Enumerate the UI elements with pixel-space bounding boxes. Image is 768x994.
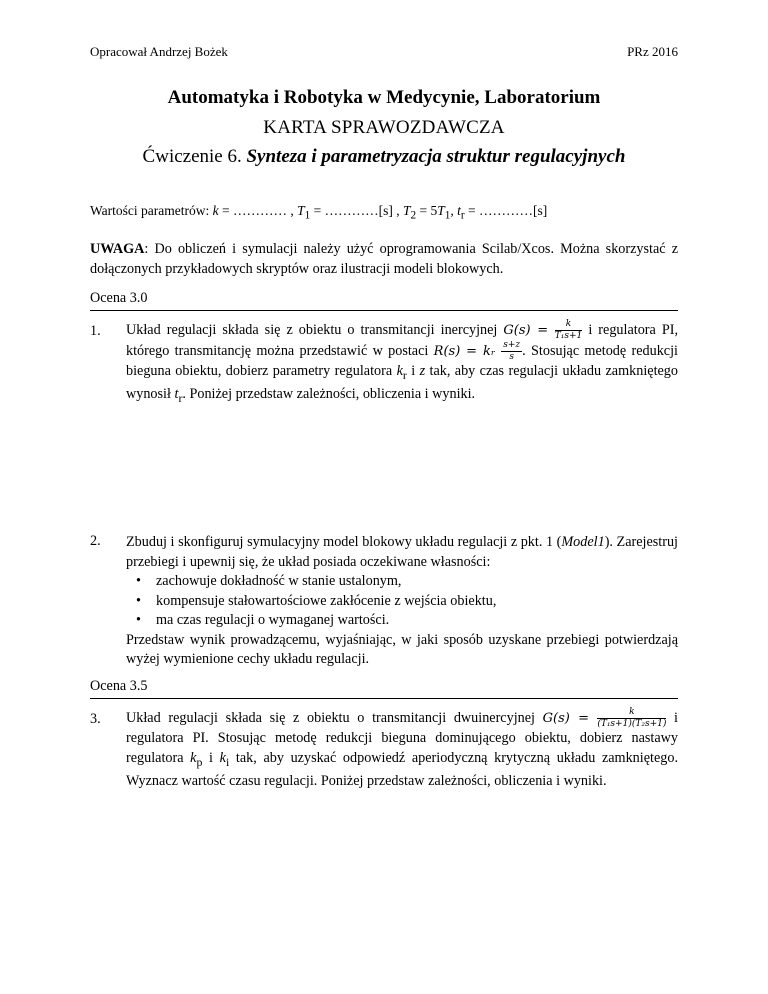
task-3-G-fraction [597,708,666,729]
task-1-kr-sub: r [402,367,407,382]
param-T1b: T [437,203,445,218]
task-2-model-name: Model1 [561,534,605,550]
task-3-G-denominator: (T₁s+1)(T₂s+1) [597,719,667,729]
section-divider [90,310,678,311]
task-3-kp: k [190,749,197,766]
task-1-answer-area[interactable] [90,410,678,520]
task-2-part3: Przedstaw wynik prowadzącemu, wyjaśniając, w jaki sposób uzyskane przebiegi potwierdzają wyżej wymienione cechy układu regulacji. [126,631,678,667]
param-tr-sub: r [460,209,465,222]
task-3-part2: i regulatora PI. Stosując metodę redukcji bieguna dominującego obiektu, dobierz nastawy regulatora [126,709,678,766]
task-2-part2: ). Zarejestruj przebiegi i upewnij się, że układ posiada oczekiwane własności: [126,534,678,570]
param-T2-eq: = 5 [416,203,438,218]
section-grade-3-5: Ocena 3.5 [90,678,148,694]
task-3-ki: k [219,749,226,766]
task-3-part3: i [202,749,220,766]
task-2-number: 2. [90,533,101,549]
task-2-requirements-list [126,572,678,631]
section-divider [90,698,678,699]
list-item: • ma czas regulacji o wymaganej wartości. [126,611,678,631]
list-item: • zachowuje dokładność w stanie ustalonym, [126,572,678,592]
param-k: k [212,203,219,218]
task-1-kr: k [396,363,403,379]
task-1-part4: i [406,363,420,379]
task-1-part1: Układ regulacji składa się z obiektu o transmitancji inercyjnej [126,321,504,338]
task-1-G: G(s) = [503,322,555,338]
note-label: UWAGA [90,241,145,257]
list-item: • kompensuje stałowartościowe zakłócenie z wejścia obiektu, [126,592,678,612]
task-1-part5: tak, aby czas regulacji układu zamkniętego wynosił [126,363,678,403]
task-3-kp-sub: p [196,754,203,769]
note-paragraph [90,240,678,279]
task-1-R-denominator: s [509,352,515,362]
param-T2-sub: 2 [410,209,417,222]
task-3-G-numerator: k [597,708,666,719]
task-1-text [126,320,678,409]
task-3-part1: Układ regulacji składa się z obiektu o transmitancji dwuinercyjnej [126,709,543,726]
param-tr-blank[interactable]: = …………[s] [464,203,548,218]
task-1-G-numerator: k [555,320,583,331]
params-lead: Wartości parametrów: [90,203,213,218]
task-3-number: 3. [90,711,101,727]
param-k-blank[interactable]: = ………… , [218,203,298,218]
task-1-number: 1. [90,323,101,339]
param-T2: T [403,203,411,218]
task-1-R-numerator: s+z [503,340,521,350]
param-tr: t [457,203,461,218]
exercise-topic: Synteza i parametryzacja struktur regulacyjnych [246,146,626,167]
param-sep: , [450,203,458,218]
param-T1-blank[interactable]: = …………[s] , [310,203,403,218]
task-2-text [126,533,678,670]
param-T1b-sub: 1 [444,209,451,222]
task-1-z: z [419,363,426,379]
report-card-title: KARTA SPRAWOZDAWCZA [263,117,505,138]
section-grade-3-0: Ocena 3.0 [90,290,148,306]
param-T1-sub: 1 [304,209,311,222]
task-1-part2: i regulatora PI, którego transmitancję można przedstawić w postaci [126,321,679,359]
task-1-tr: t [174,386,179,403]
task-3-text [126,708,678,791]
task-1-tr-sub: r [178,391,183,406]
task-2-part1: Zbuduj i skonfiguruj symulacyjny model blokowy układu regulacji z pkt. 1 ( [126,534,562,550]
task-3-answer-area[interactable] [90,790,678,970]
task-3-ki-sub: i [225,754,230,769]
task-1-G-fraction [555,320,583,341]
task-1-part3: . Stosując metodę redukcji bieguna obiektu, dobierz parametry regulatora [126,342,678,379]
exercise-title [0,146,768,168]
task-3-part4: tak, aby uzyskać odpowiedź aperiodyczną krytyczną układu zamkniętego. Wyznacz wartość czasu regulacji. Poniżej przedstaw zależności, obliczenia i wyniki. [126,749,678,789]
task-3-G: G(s) = [542,710,598,726]
exercise-number: Ćwiczenie 6. [142,146,247,167]
header-institution: PRz 2016 [627,44,678,59]
parameters-line [90,201,547,226]
task-1-part6: . Poniżej przedstaw zależności, obliczenia i wyniki. [182,386,476,403]
course-title: Automatyka i Robotyka w Medycynie, Laboratorium [167,87,601,108]
task-1-R-fraction [501,341,522,362]
param-T1: T [297,203,305,218]
note-text: : Do obliczeń i symulacji należy użyć oprogramowania Scilab/Xcos. Można skorzystać z dołączonych przykładowych skryptów oraz ilustracji modeli blokowych. [90,241,678,277]
header-author: Opracował Andrzej Bożek [90,44,228,59]
task-1-G-denominator: T₁s+1 [554,331,583,341]
task-1-R: R(s) = kᵣ [433,343,502,359]
